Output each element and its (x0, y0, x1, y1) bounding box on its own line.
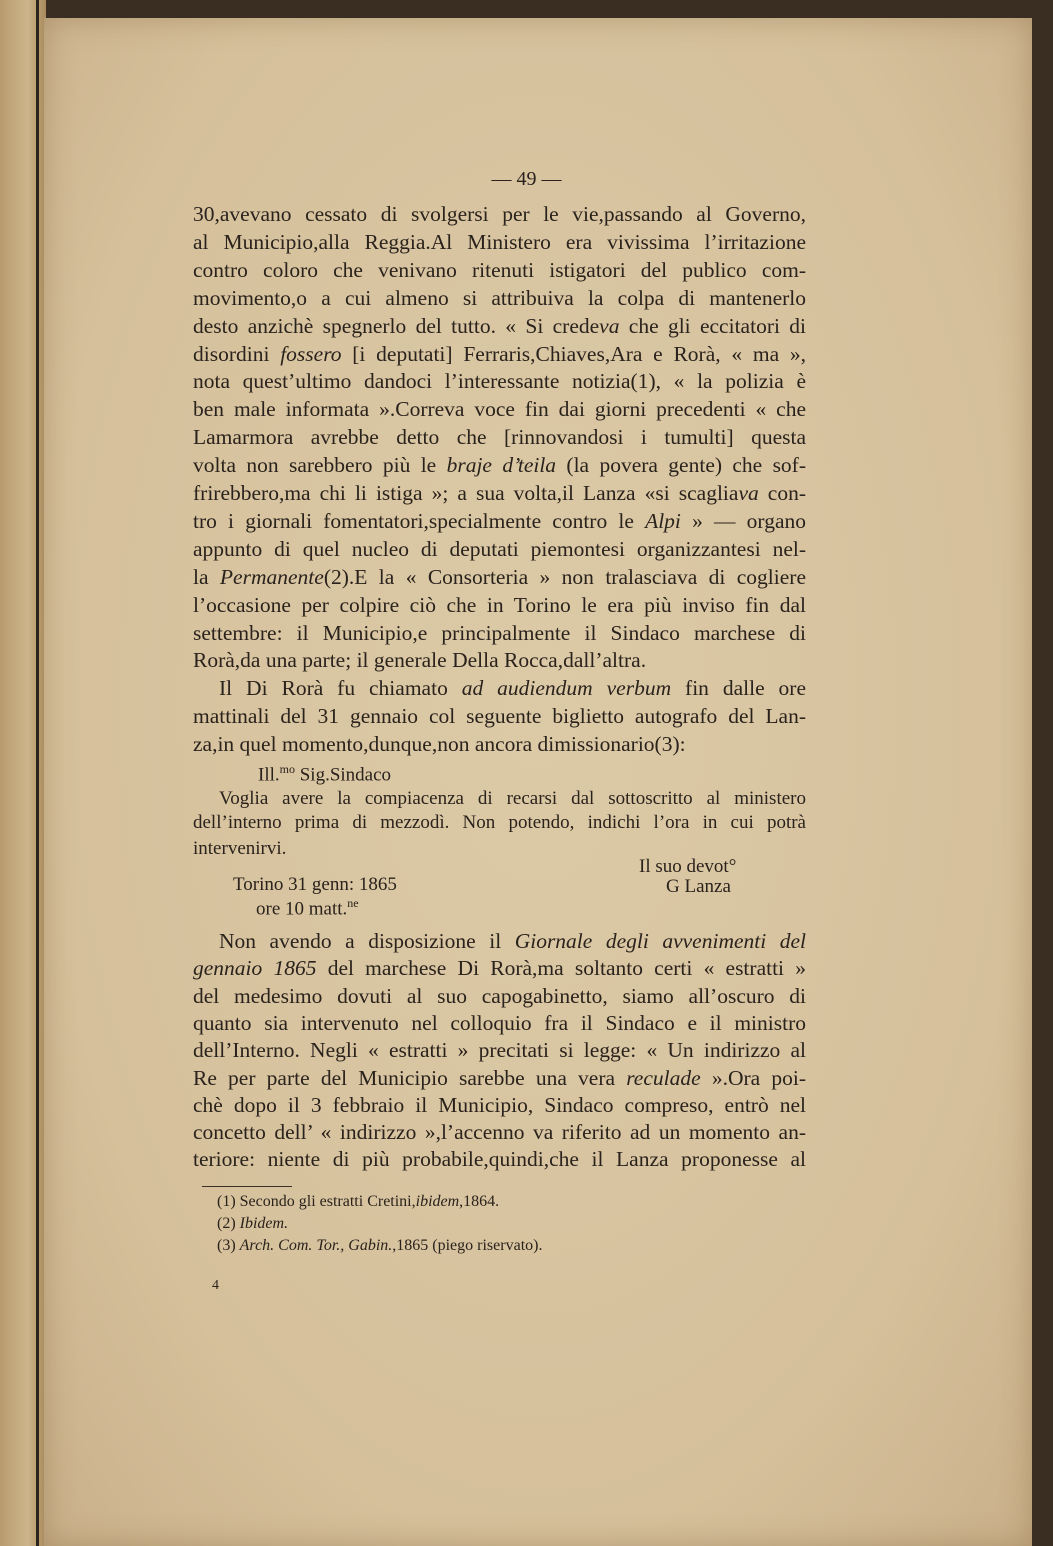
footnote (217, 1215, 288, 1233)
text-segment: con- (758, 481, 806, 505)
text-segment: quanto sia intervenuto nel colloquio fra il Sindaco e il ministro (193, 1010, 806, 1035)
italic-text: Alpi (645, 508, 681, 533)
text-segment: Re per parte del Municipio sarebbe una vera (193, 1065, 627, 1090)
body-line (193, 313, 806, 339)
italic-text: Giornale degli avvenimenti del (514, 929, 806, 953)
body-line (193, 955, 806, 981)
page-number: — 49 — (491, 168, 562, 190)
letter-line: intervenirvi. (193, 838, 287, 859)
text-segment: movimento,o a cui almeno si attribuiva la colpa di mantenerlo (193, 285, 806, 310)
text-segment: ,1865 (piego riservato). (392, 1237, 543, 1254)
text-segment: 30,avevano cessato di svolgersi per le vie,passando al Governo, (193, 202, 806, 226)
text-segment: nota quest’ultimo dandoci l’interessante notizia(1), « la polizia è (193, 369, 806, 394)
body-line (193, 536, 806, 562)
letter-signature: G Lanza (666, 876, 731, 897)
spine-edge (36, 0, 39, 1546)
body-line (193, 675, 806, 701)
text-segment: volta non sarebbero più le (193, 453, 447, 478)
italic-text: ibidem (415, 1193, 460, 1210)
italic-text: Ibidem. (239, 1215, 289, 1232)
text-segment: (2) (217, 1215, 240, 1232)
body-line (193, 1037, 806, 1063)
body-line (193, 1065, 806, 1091)
letter-time (256, 896, 359, 920)
body-line (193, 647, 806, 673)
text-segment: contro coloro che venivano ritenuti istigatori del publico com- (193, 257, 806, 282)
italic-text: va (738, 481, 759, 505)
body-line (193, 257, 806, 283)
text-segment: teriore: niente di più probabile,quindi,che il Lanza proponesse al (193, 1147, 806, 1172)
letter-salutation (258, 762, 391, 786)
body-line (193, 396, 806, 422)
text-segment: che gli eccitatori di (619, 313, 806, 338)
text-segment: » — organo (680, 508, 806, 533)
body-line (193, 341, 806, 367)
text-segment: concetto dell’ « indirizzo »,l’accenno va riferito ad un momento an- (193, 1120, 806, 1145)
text-segment: fin dalle ore (671, 676, 807, 701)
footnote-rule (202, 1186, 292, 1187)
italic-text: Permanente (219, 564, 324, 589)
body-line (193, 285, 806, 311)
body-line (193, 368, 806, 394)
body-line (193, 983, 806, 1009)
text-segment: settembre: il Municipio,e principalmente il Sindaco marchese di (193, 620, 806, 645)
italic-text: reculade (626, 1065, 701, 1090)
text-segment: Lamarmora avrebbe detto che [rinnovandosi i tumulti] questa (193, 425, 806, 450)
body-line (193, 229, 806, 255)
text-segment: desto anzichè spegnerlo del tutto. « Si crede (193, 313, 600, 338)
text-segment: tro i giornali fomentatori,specialmente contro le (193, 508, 646, 533)
body-line (193, 452, 806, 478)
text-segment: dell’Interno. Negli « estratti » precitati si legge: « Un indirizzo al (193, 1038, 806, 1063)
body-line (193, 424, 806, 450)
text-segment: del medesimo dovuti al suo capogabinetto, siamo all’oscuro di (193, 983, 806, 1008)
italic-text: Arch. Com. Tor., Gabin. (239, 1237, 393, 1254)
text-segment: (3) (217, 1237, 240, 1254)
salutation-rest: Sig.Sindaco (294, 764, 392, 786)
text-segment: (2).E la « Consorteria » non tralasciava di cogliere (323, 564, 806, 589)
text-segment: mattinali del 31 gennaio col seguente biglietto autografo del Lan- (193, 704, 806, 729)
footnote (217, 1237, 542, 1255)
italic-text: va (599, 313, 620, 338)
body-line (193, 928, 806, 954)
letter-line: Voglia avere la compiacenza di recarsi dal sottoscritto al ministero (219, 788, 806, 809)
text-segment: ».Ora poi- (700, 1065, 806, 1090)
text-segment: Non avendo a disposizione il (219, 929, 515, 953)
text-segment: Rorà,da una parte; il generale Della Rocca,dall’altra. (193, 648, 647, 673)
italic-text: braje d’teila (446, 453, 557, 478)
body-line (193, 1010, 806, 1036)
italic-text: fossero (280, 341, 342, 366)
text-segment: za,in quel momento,dunque,non ancora dimissionario(3): (193, 732, 686, 757)
text-segment: del marchese Di Rorà,ma soltanto certi « estratti » (316, 956, 806, 981)
body-line (193, 201, 806, 227)
text-segment: al Municipio,alla Reggia.Al Ministero era vivissima l’irritazione (193, 229, 806, 254)
signature-mark: 4 (212, 1278, 219, 1293)
body-line (193, 731, 806, 757)
letter-place-date: Torino 31 genn: 1865 (233, 874, 397, 895)
text-segment: (la povera gente) che sof- (556, 453, 806, 478)
time-sup: ne (347, 896, 359, 910)
salutation-text: Ill. (258, 764, 280, 786)
text-segment: [i deputati] Ferraris,Chiaves,Ara e Rorà, « ma », (341, 341, 806, 366)
body-line (193, 592, 806, 618)
text-segment: la (193, 564, 220, 589)
letter-closing: Il suo devot° (639, 856, 737, 877)
text-segment: appunto di quel nucleo di deputati piemontesi organizzantesi nel- (193, 536, 806, 561)
text-segment: ,1864. (459, 1193, 500, 1210)
salutation-sup: mo (279, 762, 295, 776)
body-line (193, 508, 806, 534)
italic-text: ad audiendum verbum (461, 676, 672, 701)
body-line (193, 620, 806, 646)
text-segment: chè dopo il 3 febbraio il Municipio, Sindaco compreso, entrò nel (193, 1092, 806, 1117)
footnote (217, 1193, 499, 1211)
time-text: ore 10 matt. (256, 898, 348, 920)
body-line (193, 1092, 806, 1118)
text-segment: ben male informata ».Correva voce fin dai giorni precedenti « che (193, 397, 806, 422)
body-line (193, 564, 806, 590)
italic-text: gennaio 1865 (193, 956, 317, 981)
body-line (193, 480, 806, 506)
text-segment: (1) Secondo gli estratti Cretini, (217, 1193, 416, 1210)
body-line (193, 1146, 806, 1172)
text-segment: l’occasione per colpire ciò che in Torino le era più inviso fin dal (193, 592, 806, 617)
letter-line: dell’interno prima di mezzodì. Non potendo, indichi l’ora in cui potrà (193, 812, 806, 833)
text-segment: disordini (193, 341, 281, 366)
book-spine (0, 0, 46, 1546)
text-segment: frirebbero,ma chi li istiga »; a sua volta,il Lanza «si scaglia (193, 481, 739, 505)
body-line (193, 1119, 806, 1145)
text-segment: Il Di Rorà fu chiamato (219, 676, 462, 701)
body-line (193, 703, 806, 729)
